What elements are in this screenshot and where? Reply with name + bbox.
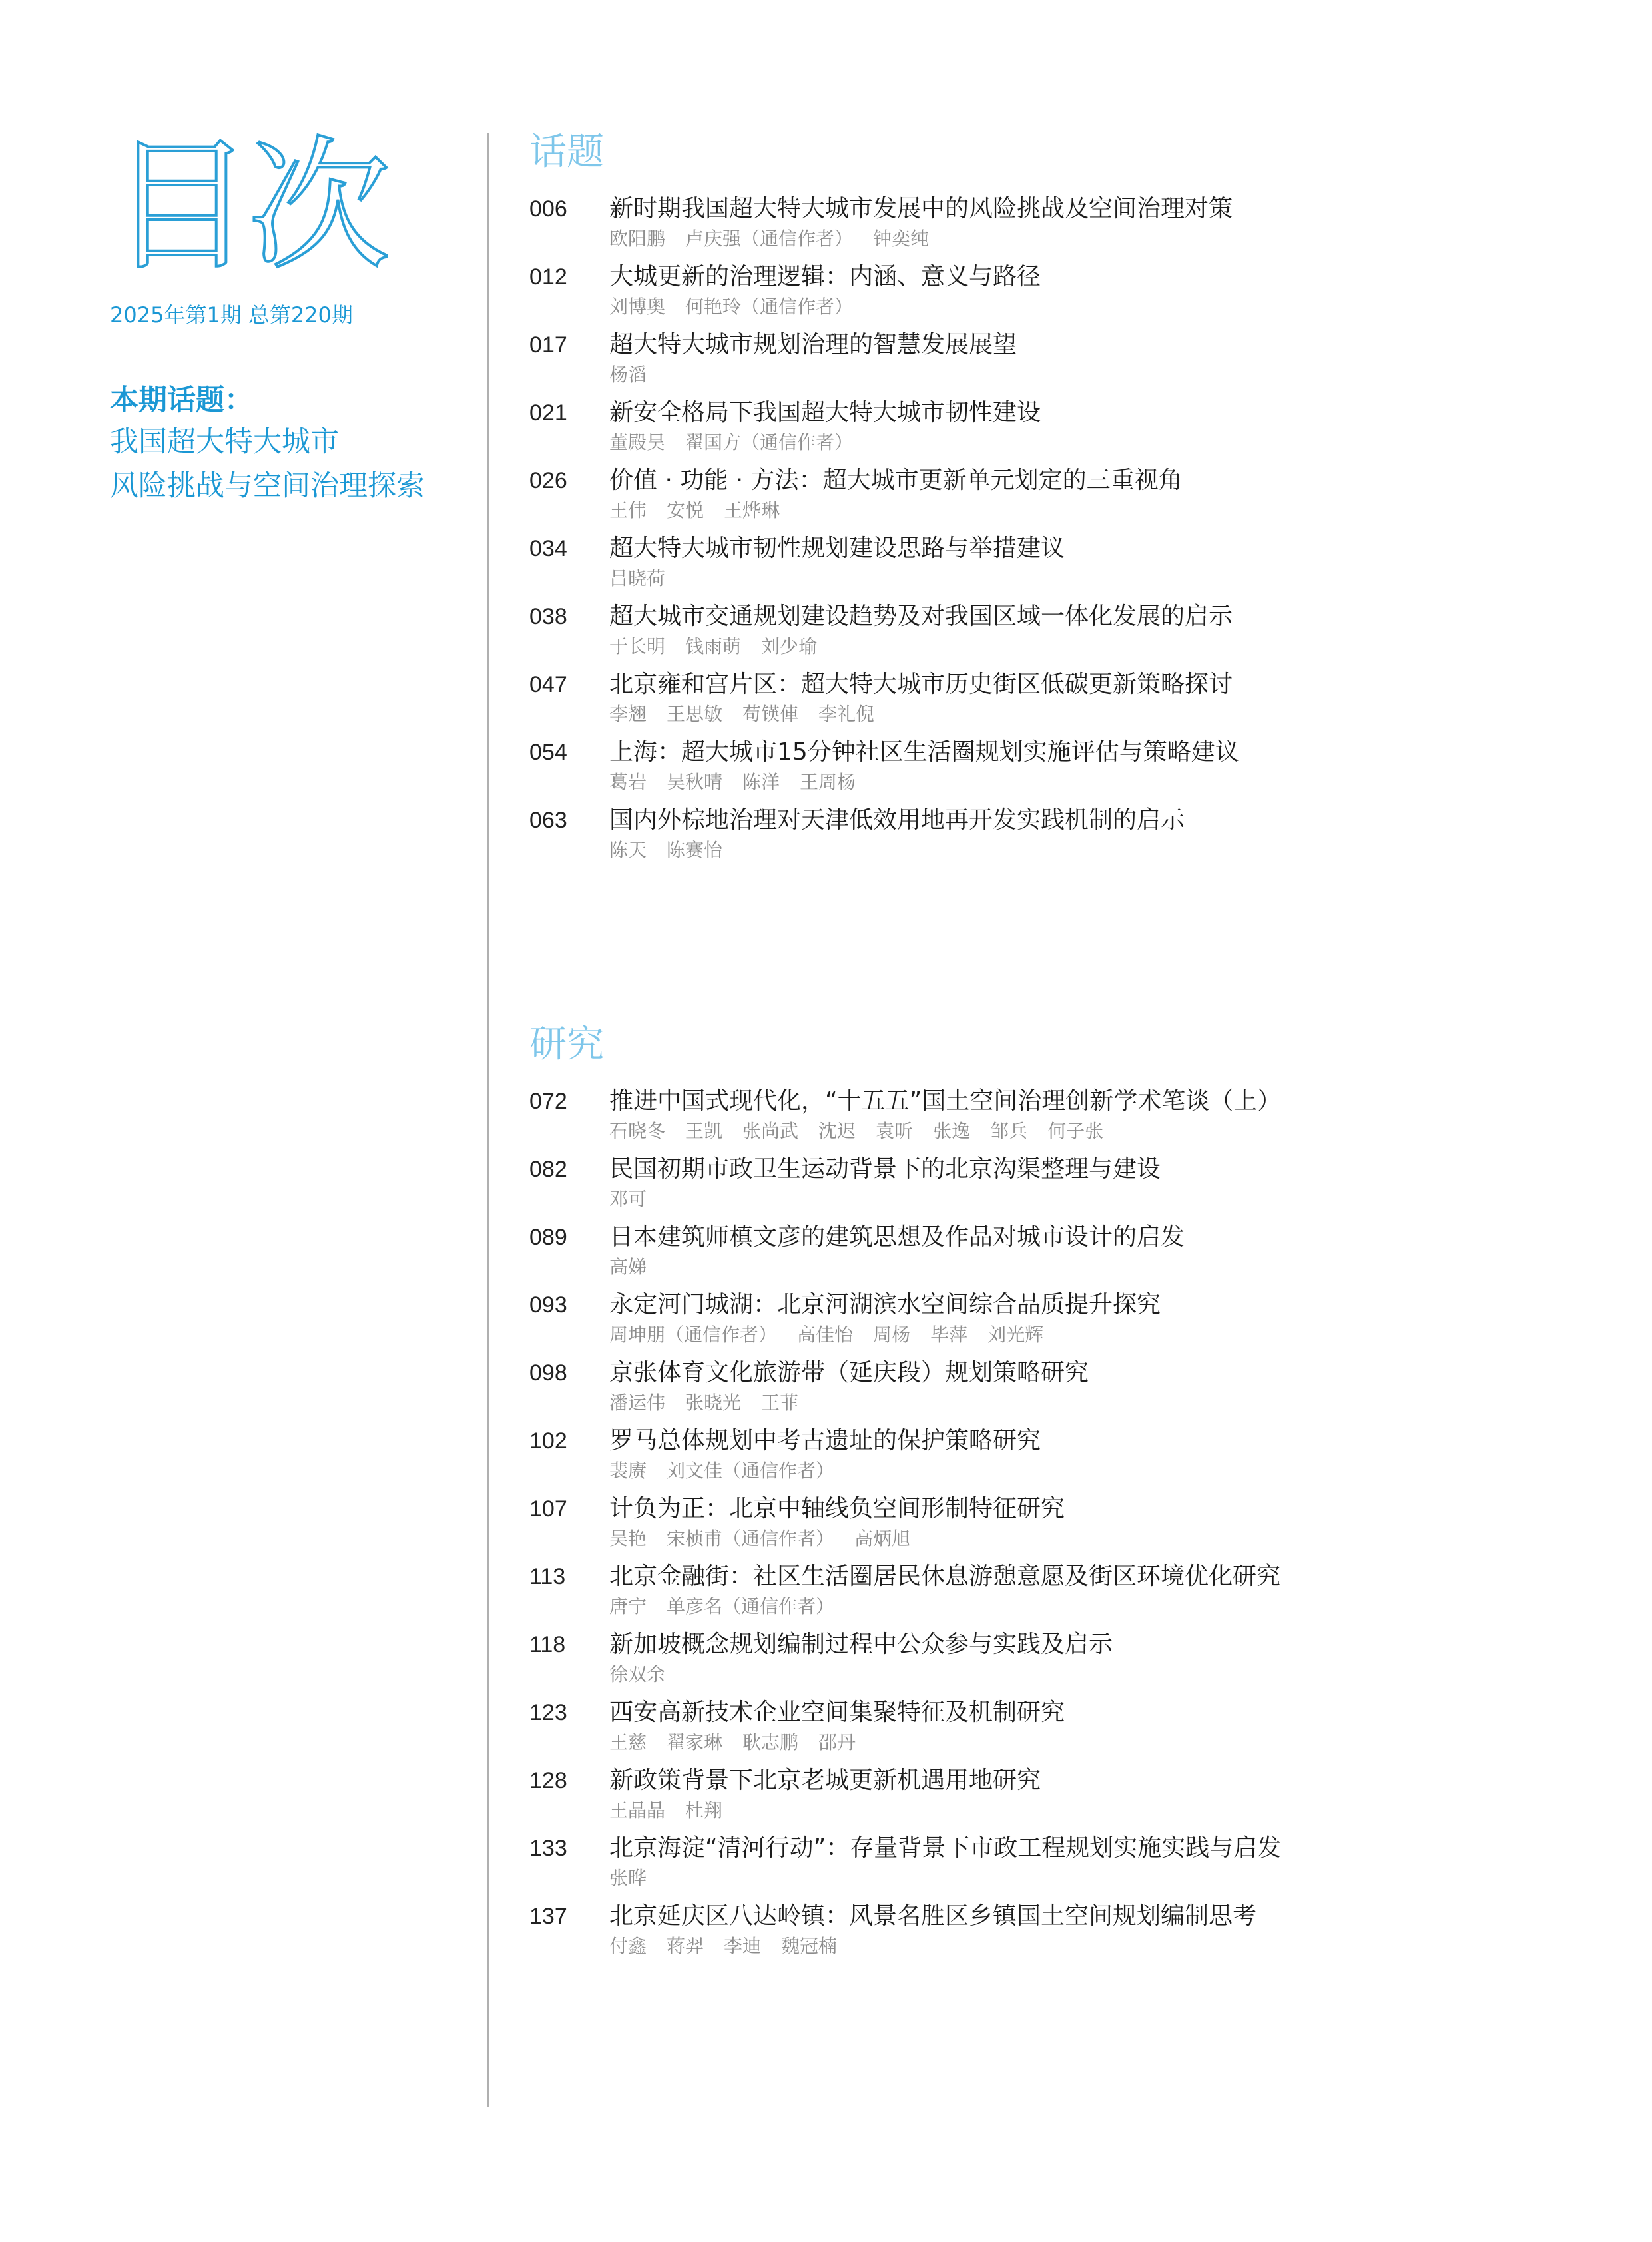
section-topics bbox=[529, 130, 1628, 870]
entry-title: 计负为正：北京中轴线负空间形制特征研究 bbox=[609, 1495, 1065, 1522]
author-name: 潘运伟 bbox=[609, 1392, 666, 1414]
author-name: 吕晓荷 bbox=[609, 567, 666, 589]
author-name: 高娣 bbox=[609, 1256, 647, 1278]
entry-body bbox=[609, 1491, 1628, 1551]
entry-body bbox=[609, 1423, 1628, 1483]
entry-page-number: 123 bbox=[529, 1700, 567, 1725]
author-name: 王慈 bbox=[609, 1731, 647, 1753]
author-name: 邹兵 bbox=[990, 1120, 1028, 1142]
author-name: 付鑫 bbox=[609, 1935, 647, 1957]
entry-body bbox=[609, 802, 1628, 862]
entry-authors bbox=[609, 1866, 1628, 1890]
author-name: 张晓光 bbox=[685, 1392, 742, 1414]
entry-authors bbox=[609, 1187, 1628, 1211]
author-name: 吴艳 bbox=[609, 1528, 647, 1549]
author-name: 王伟 bbox=[609, 499, 647, 521]
entry-body bbox=[609, 463, 1628, 523]
entry-body bbox=[609, 1763, 1628, 1822]
entry-authors bbox=[609, 1595, 1628, 1619]
author-name: 董殿昊 bbox=[609, 431, 666, 453]
author-name: 陈天 bbox=[609, 839, 647, 861]
entry-page-number: 113 bbox=[529, 1564, 566, 1589]
entry-body bbox=[609, 395, 1628, 455]
entry-page-number: 047 bbox=[529, 672, 567, 697]
issue-year-number: 2025年第1期 bbox=[110, 302, 242, 328]
entry-authors bbox=[609, 227, 1628, 251]
topic-line: 风险挑战与空间治理探索 bbox=[110, 469, 425, 503]
toc-entry bbox=[529, 667, 1628, 726]
column-divider bbox=[487, 133, 489, 2107]
author-name: 葛岩 bbox=[609, 771, 647, 793]
author-name: 周坤朋（通信作者） bbox=[609, 1324, 778, 1346]
entry-authors bbox=[609, 1799, 1628, 1822]
entry-page-number: 089 bbox=[529, 1225, 567, 1250]
toc-entry bbox=[529, 327, 1628, 387]
topic-heading: 本期话题： bbox=[110, 384, 253, 417]
toc-entry bbox=[529, 1491, 1628, 1551]
entry-page-number: 026 bbox=[529, 468, 567, 493]
author-name: 翟国方（通信作者） bbox=[685, 431, 854, 453]
entry-title: 新加坡概念规划编制过程中公众参与实践及启示 bbox=[609, 1631, 1113, 1658]
author-name: 陈洋 bbox=[742, 771, 780, 793]
author-name: 王周杨 bbox=[800, 771, 856, 793]
issue-info bbox=[110, 302, 483, 328]
toc-entry bbox=[529, 1695, 1628, 1755]
entry-body bbox=[609, 1219, 1628, 1279]
author-name: 邓可 bbox=[609, 1188, 647, 1210]
author-name: 刘少瑜 bbox=[761, 635, 818, 657]
section-title: 话题 bbox=[529, 131, 604, 174]
entry-page-number: 133 bbox=[529, 1836, 567, 1861]
contents-title bbox=[110, 123, 483, 290]
entry-authors bbox=[609, 838, 1628, 862]
entry-body bbox=[609, 1898, 1628, 1958]
author-name: 安悦 bbox=[667, 499, 704, 521]
entry-authors bbox=[609, 1731, 1628, 1755]
entry-title: 国内外棕地治理对天津低效用地再开发实践机制的启示 bbox=[609, 806, 1185, 834]
author-name: 沈迟 bbox=[818, 1120, 856, 1142]
author-name: 张尚武 bbox=[742, 1120, 799, 1142]
entry-body bbox=[609, 259, 1628, 319]
author-name: 欧阳鹏 bbox=[609, 228, 666, 250]
author-name: 邵丹 bbox=[818, 1731, 856, 1753]
author-name: 何艳玲（通信作者） bbox=[685, 296, 854, 318]
section-title: 研究 bbox=[529, 1023, 604, 1066]
entry-page-number: 012 bbox=[529, 264, 567, 290]
author-name: 裴赓 bbox=[609, 1460, 647, 1482]
author-name: 王思敏 bbox=[667, 703, 723, 725]
author-name: 张晔 bbox=[609, 1867, 647, 1889]
entry-page-number: 118 bbox=[529, 1632, 566, 1657]
entry-title: 北京海淀“清河行动”：存量背景下市政工程规划实施实践与启发 bbox=[609, 1834, 1282, 1862]
entry-body bbox=[609, 667, 1628, 726]
author-name: 唐宁 bbox=[609, 1595, 647, 1617]
author-name: 徐双余 bbox=[609, 1663, 666, 1685]
entry-body bbox=[609, 1559, 1628, 1619]
entry-authors bbox=[609, 499, 1628, 523]
toc-entry bbox=[529, 1763, 1628, 1822]
sidebar bbox=[110, 123, 483, 508]
entry-title: 超大特大城市韧性规划建设思路与举措建议 bbox=[609, 535, 1065, 562]
issue-total-number: 总第220期 bbox=[248, 302, 353, 328]
entry-body bbox=[609, 191, 1628, 251]
entry-page-number: 093 bbox=[529, 1292, 567, 1318]
entry-list bbox=[529, 191, 1628, 862]
toc-entry bbox=[529, 1627, 1628, 1687]
entry-page-number: 107 bbox=[529, 1496, 567, 1522]
entry-page-number: 034 bbox=[529, 536, 567, 561]
entry-title: 新安全格局下我国超大特大城市韧性建设 bbox=[609, 399, 1041, 426]
author-name: 王烨琳 bbox=[724, 499, 780, 521]
entry-authors bbox=[609, 295, 1628, 319]
toc-entry bbox=[529, 463, 1628, 523]
author-name: 钱雨萌 bbox=[685, 635, 742, 657]
entry-page-number: 098 bbox=[529, 1360, 567, 1386]
entry-title: 新时期我国超大特大城市发展中的风险挑战及空间治理对策 bbox=[609, 195, 1233, 222]
entry-title: 永定河门城湖：北京河湖滨水空间综合品质提升探究 bbox=[609, 1291, 1161, 1318]
author-name: 李迪 bbox=[724, 1935, 762, 1957]
entry-title: 民国初期市政卫生运动背景下的北京沟渠整理与建设 bbox=[609, 1155, 1161, 1183]
author-name: 耿志鹏 bbox=[742, 1731, 799, 1753]
author-name: 蒋羿 bbox=[667, 1935, 704, 1957]
entry-body bbox=[609, 1627, 1628, 1687]
entry-title: 上海：超大城市15分钟社区生活圈规划实施评估与策略建议 bbox=[609, 738, 1239, 766]
entry-authors bbox=[609, 1934, 1628, 1958]
entry-page-number: 021 bbox=[529, 400, 567, 425]
entry-title: 京张体育文化旅游带（延庆段）规划策略研究 bbox=[609, 1359, 1089, 1386]
entry-authors bbox=[609, 567, 1628, 591]
toc-entry bbox=[529, 1219, 1628, 1279]
entry-page-number: 072 bbox=[529, 1089, 567, 1114]
entry-body bbox=[609, 1287, 1628, 1347]
toc-entry bbox=[529, 1423, 1628, 1483]
author-name: 毕萍 bbox=[930, 1324, 968, 1346]
entry-page-number: 137 bbox=[529, 1904, 567, 1929]
author-name: 翟家琳 bbox=[667, 1731, 723, 1753]
toc-entry bbox=[529, 259, 1628, 319]
author-name: 周杨 bbox=[873, 1324, 911, 1346]
entry-authors bbox=[609, 1255, 1628, 1279]
entry-authors bbox=[609, 702, 1628, 726]
entry-authors bbox=[609, 1119, 1628, 1143]
author-name: 袁昕 bbox=[876, 1120, 914, 1142]
entry-title: 北京金融街：社区生活圈居民休息游憩意愿及街区环境优化研究 bbox=[609, 1563, 1281, 1590]
toc-entry bbox=[529, 1287, 1628, 1347]
toc-entry bbox=[529, 1355, 1628, 1415]
entry-body bbox=[609, 327, 1628, 387]
author-name: 刘博奥 bbox=[609, 296, 666, 318]
author-name: 李翘 bbox=[609, 703, 647, 725]
entry-page-number: 082 bbox=[529, 1157, 567, 1182]
author-name: 刘文佳（通信作者） bbox=[667, 1460, 835, 1482]
section-research bbox=[529, 1022, 1628, 1966]
author-name: 何子张 bbox=[1047, 1120, 1104, 1142]
entry-body bbox=[609, 1355, 1628, 1415]
entry-title: 超大特大城市规划治理的智慧发展展望 bbox=[609, 331, 1017, 358]
entry-title: 日本建筑师槙文彦的建筑思想及作品对城市设计的启发 bbox=[609, 1223, 1185, 1251]
entry-page-number: 006 bbox=[529, 196, 567, 222]
entry-title: 罗马总体规划中考古遗址的保护策略研究 bbox=[609, 1427, 1041, 1454]
author-name: 单彦名（通信作者） bbox=[667, 1595, 835, 1617]
entry-title: 西安高新技术企业空间集聚特征及机制研究 bbox=[609, 1699, 1065, 1726]
entry-page-number: 038 bbox=[529, 604, 567, 629]
author-name: 陈赛怡 bbox=[667, 839, 723, 861]
author-name: 高炳旭 bbox=[854, 1528, 911, 1549]
entry-body bbox=[609, 531, 1628, 591]
author-name: 王菲 bbox=[761, 1392, 799, 1414]
entry-authors bbox=[609, 770, 1628, 794]
entry-title: 新政策背景下北京老城更新机遇用地研究 bbox=[609, 1767, 1041, 1794]
author-name: 石晓冬 bbox=[609, 1120, 666, 1142]
entry-list bbox=[529, 1083, 1628, 1958]
toc-entry bbox=[529, 1083, 1628, 1143]
author-name: 杜翔 bbox=[685, 1799, 723, 1821]
author-name: 刘光辉 bbox=[987, 1324, 1044, 1346]
entry-page-number: 017 bbox=[529, 332, 567, 358]
toc-entry bbox=[529, 1559, 1628, 1619]
entry-title: 大城更新的治理逻辑：内涵、意义与路径 bbox=[609, 263, 1041, 290]
entry-authors bbox=[609, 1663, 1628, 1687]
entry-authors bbox=[609, 1391, 1628, 1415]
author-name: 高佳怡 bbox=[797, 1324, 854, 1346]
entry-body bbox=[609, 1695, 1628, 1755]
author-name: 吴秋晴 bbox=[667, 771, 723, 793]
toc-entry bbox=[529, 734, 1628, 794]
author-name: 王晶晶 bbox=[609, 1799, 666, 1821]
toc-entry bbox=[529, 1898, 1628, 1958]
entry-authors bbox=[609, 431, 1628, 455]
entry-authors bbox=[609, 1459, 1628, 1483]
author-name: 李礼倪 bbox=[818, 703, 875, 725]
author-name: 宋桢甫（通信作者） bbox=[667, 1528, 835, 1549]
toc-entry bbox=[529, 191, 1628, 251]
entry-authors bbox=[609, 363, 1628, 387]
toc-entry bbox=[529, 1830, 1628, 1890]
entry-authors bbox=[609, 1323, 1628, 1347]
entry-title: 推进中国式现代化，“十五五”国土空间治理创新学术笔谈（上） bbox=[609, 1087, 1282, 1115]
toc-entry bbox=[529, 1151, 1628, 1211]
toc-entry bbox=[529, 802, 1628, 862]
entry-title: 北京延庆区八达岭镇：风景名胜区乡镇国土空间规划编制思考 bbox=[609, 1902, 1257, 1930]
author-name: 卢庆强（通信作者） bbox=[685, 228, 854, 250]
author-name: 魏冠楠 bbox=[781, 1935, 838, 1957]
contents-title-text: 目次 bbox=[110, 123, 386, 290]
author-name: 苟锳俥 bbox=[742, 703, 799, 725]
entry-title: 北京雍和宫片区：超大特大城市历史街区低碳更新策略探讨 bbox=[609, 671, 1233, 698]
entry-body bbox=[609, 734, 1628, 794]
author-name: 钟奕纯 bbox=[873, 228, 930, 250]
entry-page-number: 054 bbox=[529, 740, 567, 765]
entry-title: 超大城市交通规划建设趋势及对我国区域一体化发展的启示 bbox=[609, 603, 1233, 630]
toc-entry bbox=[529, 599, 1628, 659]
entry-page-number: 063 bbox=[529, 808, 567, 833]
author-name: 于长明 bbox=[609, 635, 666, 657]
entry-title: 价值 · 功能 · 方法：超大城市更新单元划定的三重视角 bbox=[609, 467, 1183, 494]
entry-page-number: 128 bbox=[529, 1768, 567, 1793]
toc-entry bbox=[529, 531, 1628, 591]
entry-page-number: 102 bbox=[529, 1428, 567, 1454]
author-name: 张逸 bbox=[933, 1120, 971, 1142]
toc-entry bbox=[529, 395, 1628, 455]
entry-body bbox=[609, 599, 1628, 659]
entry-body bbox=[609, 1083, 1628, 1143]
author-name: 杨滔 bbox=[609, 364, 647, 386]
topic-line: 我国超大特大城市 bbox=[110, 425, 339, 459]
entry-body bbox=[609, 1151, 1628, 1211]
author-name: 王凯 bbox=[685, 1120, 723, 1142]
entry-authors bbox=[609, 635, 1628, 659]
entry-body bbox=[609, 1830, 1628, 1890]
entry-authors bbox=[609, 1527, 1628, 1551]
